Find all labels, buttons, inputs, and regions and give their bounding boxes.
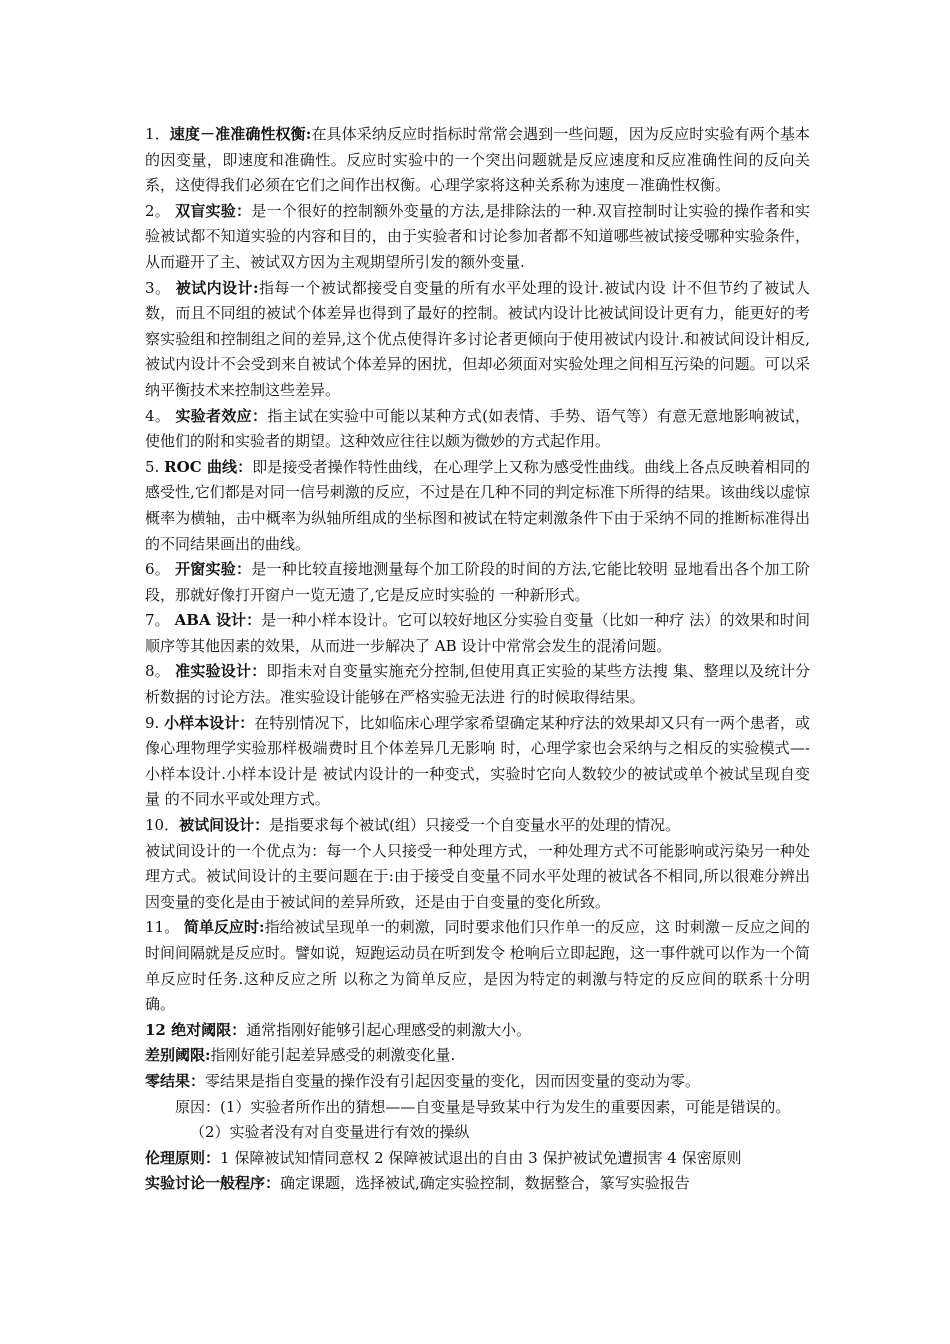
reason-1: 原因：(1）实验者所作出的猜想——自变量是导致某中行为发生的重要因素，可能是错误的。 bbox=[175, 1097, 791, 1116]
entry-12 bbox=[145, 1018, 810, 1044]
entry-text: 是一种比较直接地测量每个加工阶段的时间的方法,它能比较明 显地看出各个加工阶段，那就好像打开窗户一览无遗了,它是反应时实验的 一种新形式。 bbox=[145, 560, 810, 604]
entry-text: 零结果是指自变量的操作没有引起因变量的变化，因而因变量的变动为零。 bbox=[205, 1071, 701, 1090]
entry-text: 指每一个被试都接受自变量的所有水平处理的设计.被试内设 计不但节约了被试人数，而且不同组的被试个体差异也得到了最好的控制。被试内设计比被试间设计更有力，能更好的考察实验组和控制组之间的差异,这个优点使得许多讨论者更倾向于使用被试内设计.和被试间设计相反,被试内设计不会受到来自被试个体差异的困扰，但却必须面对实验处理之间相互污染的问题。可以采纳平衡技术来控制这些差异。 bbox=[145, 278, 810, 399]
entry-term: 准实验设计： bbox=[175, 662, 267, 681]
entry-term: 双盲实验： bbox=[175, 201, 252, 220]
entry-text: 确定课题，选择被试,确定实验控制，数据整合，篆写实验报告 bbox=[280, 1174, 690, 1193]
entry-term: ABA 设计： bbox=[174, 611, 262, 630]
entry-term: 12 绝对阈限： bbox=[145, 1020, 247, 1039]
entry-6: 6。 开窗实验：是一种比较直接地测量每个加工阶段的时间的方法,它能比较明 显地看出各个加工阶段，那就好像打开窗户一览无遗了,它是反应时实验的 一种新形式。 bbox=[145, 560, 810, 604]
entry-procedure bbox=[145, 1171, 810, 1197]
entry-text: 1 保障被试知情同意权 2 保障被试退出的自由 3 保护被试免遭损害 4 保密原则 bbox=[220, 1148, 742, 1167]
entry-10-continuation: 被试间设计的一个优点为：每一个人只接受一种处理方式，一种处理方式不可能影响或污染另一种处理方式。被试间设计的主要问题在于:由于接受自变量不同水平处理的被试各不相同,所以很难分辨出因变量的变化是由于被试间的差异所致，还是由于自变量的变化所致。 bbox=[145, 841, 810, 911]
entry-9: 9. 小样本设计：在特别情况下，比如临床心理学家希望确定某种疗法的效果却又只有一两个患者，或像心理物理学实验那样极端费时且个体差异几无影响 时，心理学家也会采纳与之相反的实验模式—-小样本设计.小样本设计是 被试内设计的一种变式，实验时它向人数较少的被试或单个被试呈现自变量 的不同水平或处理方式。 bbox=[145, 713, 810, 809]
entry-difference-threshold bbox=[145, 1043, 810, 1069]
entry-text: 指刚好能引起差异感受的刺激变化量. bbox=[210, 1046, 456, 1065]
entry-1: 1．速度－准准确性权衡:在具体采纳反应时指标时常常会遇到一些问题，因为反应时实验有两个基本的因变量，即速度和准确性。反应时实验中的一个突出问题就是反应速度和反应准确性间的反向关系，这使得我们必须在它们之间作出权衡。心理学家将这种关系称为速度－准确性权衡。 bbox=[145, 125, 810, 195]
entry-10: 10．被试间设计：是指要求每个被试(组）只接受一个自变量水平的处理的情况。 bbox=[145, 816, 680, 835]
entry-text: 指给被试呈现单一的刺激，同时要求他们只作单一的反应，这 时刺激－反应之间的时间间隔就是反应时。譬如说，短跑运动员在听到发令 枪响后立即起跑，这一事件就可以作为一个简单反应时任务.这种反应之所 以称之为简单反应，是因为特定的刺激与特定的反应间的联系十分明确。 bbox=[145, 918, 811, 1014]
entry-term: 实验讨论一般程序： bbox=[145, 1174, 281, 1193]
entry-term: ROC 曲线： bbox=[164, 457, 253, 476]
entry-ethics bbox=[145, 1146, 810, 1172]
entry-term: 被试间设计： bbox=[179, 816, 270, 835]
entry-text: 是指要求每个被试(组）只接受一个自变量水平的处理的情况。 bbox=[269, 816, 680, 835]
entry-term: 简单反应时: bbox=[183, 918, 265, 937]
entry-5: 5. ROC 曲线：即是接受者操作特性曲线，在心理学上又称为感受性曲线。曲线上各点反映着相同的感受性,它们都是对同一信号刺激的反应，不过是在几种不同的判定标准下所得的结果。该曲线以虚惊概率为横轴，击中概率为纵轴所组成的坐标图和被试在特定刺激条件下由于采纳不同的推断标准得出 的不同结果画出的曲线。 bbox=[145, 457, 810, 553]
entry-term: 速度－准准确性权衡: bbox=[169, 125, 312, 143]
entry-text: 是一个很好的控制额外变量的方法,是排除法的一种.双盲控制时让实验的操作者和实验被试都不知道实验的内容和目的，由于实验者和讨论参加者都不知道哪些被试接受哪种实验条件，从而避开了主、被试双方因为主观期望所引发的额外变量. bbox=[145, 201, 810, 271]
entry-3: 3。 被试内设计:指每一个被试都接受自变量的所有水平处理的设计.被试内设 计不但节约了被试人数，而且不同组的被试个体差异也得到了最好的控制。被试内设计比被试间设计更有力，能更好的考察实验组和控制组之间的差异,这个优点使得许多讨论者更倾向于使用被试内设计.和被试间设计相反,被试内设计不会受到来自被试个体差异的困扰，但却必须面对实验处理之间相互污染的问题。可以采纳平衡技术来控制这些差异。 bbox=[145, 278, 810, 399]
entry-term: 零结果： bbox=[145, 1071, 206, 1090]
entry-11: 11。 简单反应时:指给被试呈现单一的刺激，同时要求他们只作单一的反应，这 时刺激－反应之间的时间间隔就是反应时。譬如说，短跑运动员在听到发令 枪响后立即起跑，这一事件就可以作为一个简单反应时任务.这种反应之所 以称之为简单反应，是因为特定的刺激与特定的反应间的联系十分明确。 bbox=[145, 918, 811, 1014]
entry-text: 即是接受者操作特性曲线，在心理学上又称为感受性曲线。曲线上各点反映着相同的感受性,它们都是对同一信号刺激的反应，不过是在几种不同的判定标准下所得的结果。该曲线以虚惊概率为横轴，击中概率为纵轴所组成的坐标图和被试在特定刺激条件下由于采纳不同的推断标准得出 的不同结果画出的曲线。 bbox=[145, 457, 810, 553]
entry-term: 实验者效应： bbox=[175, 406, 268, 425]
entry-text: 在具体采纳反应时指标时常常会遇到一些问题，因为反应时实验有两个基本的因变量，即速度和准确性。反应时实验中的一个突出问题就是反应速度和反应准确性间的反向关系，这使得我们必须在它们之间作出权衡。心理学家将这种关系称为速度－准确性权衡。 bbox=[145, 125, 810, 195]
entry-term: 小样本设计： bbox=[164, 713, 255, 732]
entry-8: 8。 准实验设计：即指未对自变量实施充分控制,但使用真正实验的某些方法搜 集、整理以及统计分析数据的讨论方法。准实验设计能够在严格实验无法进 行的时候取得结果。 bbox=[145, 662, 810, 707]
entry-term: 伦理原则： bbox=[145, 1148, 221, 1167]
entry-term: 被试内设计: bbox=[175, 278, 259, 297]
entry-7: 7。 ABA 设计：是一种小样本设计。它可以较好地区分实验自变量（比如一种疗 法）的效果和时间顺序等其他因素的效果，从而进一步解决了 AB 设计中常常会发生的混淆问题。 bbox=[145, 611, 811, 655]
reason-2: （2）实验者没有对自变量进行有效的操纵 bbox=[190, 1123, 470, 1142]
entry-4: 4。 实验者效应：指主试在实验中可能以某种方式(如表情、手势、语气等）有意无意地影响被试，使他们的附和实验者的期望。这种效应往往以颇为微妙的方式起作用。 bbox=[145, 406, 810, 451]
entry-text: 通常指刚好能够引起心理感受的刺激大小。 bbox=[246, 1020, 532, 1039]
entry-2: 2。 双盲实验：是一个很好的控制额外变量的方法,是排除法的一种.双盲控制时让实验的操作者和实验被试都不知道实验的内容和目的，由于实验者和讨论参加者都不知道哪些被试接受哪种实验条件，从而避开了主、被试双方因为主观期望所引发的额外变量. bbox=[145, 201, 810, 271]
entry-text: 在特别情况下，比如临床心理学家希望确定某种疗法的效果却又只有一两个患者，或像心理物理学实验那样极端费时且个体差异几无影响 时，心理学家也会采纳与之相反的实验模式—-小样本设计.小样本设计是 被试内设计的一种变式，实验时它向人数较少的被试或单个被试呈现自变量 的不同水平或处理方式。 bbox=[145, 713, 810, 809]
entry-text: 指主试在实验中可能以某种方式(如表情、手势、语气等）有意无意地影响被试，使他们的附和实验者的期望。这种效应往往以颇为微妙的方式起作用。 bbox=[145, 406, 810, 451]
entry-term: 开窗实验： bbox=[175, 560, 252, 579]
entry-text: 是一种小样本设计。它可以较好地区分实验自变量（比如一种疗 法）的效果和时间顺序等其他因素的效果，从而进一步解决了 AB 设计中常常会发生的混淆问题。 bbox=[145, 611, 811, 655]
entry-null-result bbox=[145, 1069, 810, 1095]
entry-term: 差别阈限: bbox=[145, 1046, 211, 1065]
entry-text: 即指未对自变量实施充分控制,但使用真正实验的某些方法搜 集、整理以及统计分析数据的讨论方法。准实验设计能够在严格实验无法进 行的时候取得结果。 bbox=[145, 662, 810, 707]
document-body bbox=[145, 122, 810, 1197]
